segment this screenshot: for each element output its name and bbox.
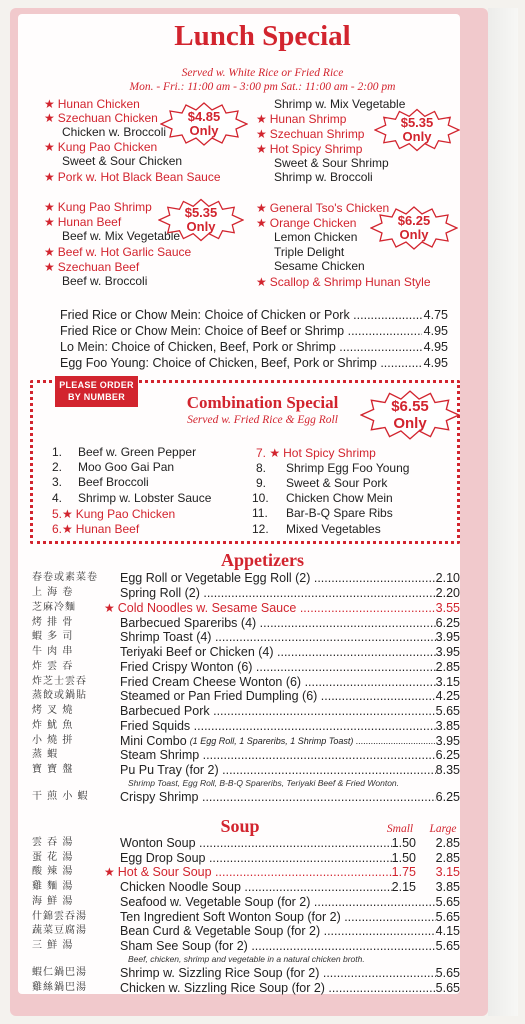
appetizer-row: Barbecued Pork ..... 5.65	[120, 704, 460, 718]
lunch-item: Shrimp w. Broccoli	[274, 170, 373, 184]
lunch-item: Chicken w. Broccoli	[62, 125, 167, 139]
order-by-number-badge: PLEASE ORDER BY NUMBER	[55, 376, 138, 407]
star-icon: ★	[256, 216, 267, 230]
chinese-name: 干 煎 小 蝦	[32, 791, 89, 802]
star-icon: ★	[44, 245, 55, 259]
appetizer-row: Fried Cream Cheese Wonton (6) ..... 3.15	[120, 675, 460, 689]
page-title: Lunch Special	[174, 20, 351, 52]
soup-row: Chicken w. Sizzling Rice Soup (for 2) ..... 5.65	[120, 981, 460, 995]
price-burst	[374, 108, 460, 152]
appetizer-row: Teriyaki Beef or Chicken (4) ..... 3.95	[120, 645, 460, 659]
lunch-item: Shrimp w. Mix Vegetable	[274, 97, 406, 111]
lunch-item: ★ Hunan Chicken	[44, 97, 140, 111]
lunch-item: Lemon Chicken	[274, 230, 358, 244]
combination-title: Combination Special	[186, 393, 339, 412]
star-icon: ★	[266, 446, 281, 460]
soup-row: Ten Ingredient Soft Wonton Soup (for 2) ..... 5.65	[120, 910, 460, 924]
chinese-name: 蛋 花 湯	[32, 852, 74, 863]
page-shadow	[488, 8, 518, 1016]
star-icon: ★	[44, 140, 55, 154]
soup-row: Egg Drop Soup ..... 1.50 2.85	[120, 851, 460, 865]
price-label: $6.55	[391, 398, 429, 415]
only-label: Only	[186, 219, 216, 234]
appetizer-row: Mini Combo (1 Egg Roll, 1 Spareribs, 1 Shrimp Toast) ..... 3.95	[120, 734, 460, 748]
sham-see-note: Beef, chicken, shrimp and vegetable in a natural chicken broth.	[128, 954, 365, 964]
star-icon: ★	[256, 201, 267, 215]
appetizer-row: Steamed or Pan Fried Dumpling (6) ..... 4.25	[120, 689, 460, 703]
combo-item: 3. Beef Broccoli	[52, 475, 149, 489]
soup-row: Wonton Soup ..... 1.50 2.85	[120, 836, 460, 850]
appetizer-row: Pu Pu Tray (for 2) ..... 8.35	[120, 763, 460, 777]
combo-item: 7. ★ Hot Spicy Shrimp	[256, 446, 376, 460]
price-burst	[360, 390, 460, 440]
chinese-name: 烤 排 骨	[32, 617, 74, 628]
lunch-item: Beef w. Broccoli	[62, 274, 148, 288]
appetizer-row: Fried Squids ..... 3.85	[120, 719, 460, 733]
appetizer-row: Spring Roll (2) ..... 2.20	[120, 586, 460, 600]
chinese-name: 酸 辣 湯	[32, 866, 74, 877]
combo-item: 10. Chicken Chow Mein	[252, 491, 393, 505]
chinese-name: 牛 肉 串	[32, 646, 74, 657]
lunch-item: ★ Beef w. Hot Garlic Sauce	[44, 245, 192, 259]
star-icon: ★	[104, 601, 115, 615]
lunch-item: ★ Orange Chicken	[256, 216, 357, 230]
lunch-item: Beef w. Mix Vegetable	[62, 229, 181, 243]
star-icon: ★	[44, 170, 55, 184]
lunch-item: Sweet & Sour Chicken	[62, 154, 183, 168]
lunch-item: ★ Scallop & Shrimp Hunan Style	[256, 275, 431, 289]
appetizer-row: Crispy Shrimp ..... 6.25	[120, 790, 460, 804]
lunch-item: ★ Hunan Shrimp	[256, 112, 347, 126]
only-label: Only	[189, 123, 219, 138]
soup-row: Shrimp w. Sizzling Rice Soup (for 2) ..... 5.65	[120, 966, 460, 980]
chinese-name: 芝麻冷麵	[32, 602, 76, 613]
chinese-name: 雞絲鍋巴湯	[32, 982, 87, 993]
combo-item: 9. Sweet & Sour Pork	[256, 476, 388, 490]
appetizer-row: Steam Shrimp ..... 6.25	[120, 748, 460, 762]
price-burst	[370, 205, 458, 251]
combo-item: 5.★ Kung Pao Chicken	[52, 507, 176, 521]
extra-row: Egg Foo Young: Choice of Chicken, Beef, Pork or Shrimp ..... 4.95	[60, 356, 448, 371]
soup-row: Chicken Noodle Soup ..... 2.15 3.85	[120, 880, 460, 894]
only-label: Only	[393, 415, 427, 432]
combination-served-note: Served w. Fried Rice & Egg Roll	[187, 414, 338, 426]
mini-combo-note: (1 Egg Roll, 1 Spareribs, 1 Shrimp Toast) .....	[187, 734, 436, 748]
lunch-item: ★ General Tso's Chicken	[256, 201, 390, 215]
soup-row: ★ Hot & Sour Soup ..... 1.75 3.15	[104, 865, 460, 879]
chinese-name: 上 海 卷	[32, 587, 74, 598]
extra-row: Fried Rice or Chow Mein: Choice of Beef or Shrimp ..... 4.95	[60, 324, 448, 339]
lunch-item: Sesame Chicken	[274, 259, 365, 273]
small-label: Small	[386, 823, 414, 835]
combo-item: 6.★ Hunan Beef	[52, 522, 140, 536]
combo-item: 4. Shrimp w. Lobster Sauce	[52, 491, 212, 505]
extra-row: Fried Rice or Chow Mein: Choice of Chicken or Pork ..... 4.75	[60, 308, 448, 323]
lunch-item: ★ Szechuan Beef	[44, 260, 140, 274]
extra-row: Lo Mein: Choice of Chicken, Beef, Pork or Shrimp ..... 4.95	[60, 340, 448, 355]
star-icon: ★	[44, 215, 55, 229]
star-icon: ★	[104, 865, 115, 879]
lunch-item: ★ Hunan Beef	[44, 215, 122, 229]
chinese-name: 寶 寶 盤	[32, 764, 74, 775]
lunch-item: ★ Hot Spicy Shrimp	[256, 142, 363, 156]
chinese-name: 三 鮮 湯	[32, 940, 74, 951]
only-label: Only	[399, 227, 429, 242]
combo-item: 11. Bar-B-Q Spare Ribs	[252, 506, 393, 520]
chinese-name: 蒸 蝦	[32, 749, 59, 760]
lunch-item: ★ Kung Pao Shrimp	[44, 200, 152, 214]
star-icon: ★	[44, 260, 55, 274]
chinese-name: 什錦雲吞湯	[32, 911, 87, 922]
chinese-name: 蒸餃或鍋貼	[32, 690, 87, 701]
appetizers-title: Appetizers	[221, 550, 304, 570]
pupu-note: Shrimp Toast, Egg Roll, B-B-Q Spareribs, Teriyaki Beef & Fried Wonton.	[128, 778, 400, 788]
soup-title: Soup	[220, 816, 260, 836]
only-label: Only	[402, 129, 432, 144]
appetizer-row: Fried Crispy Wonton (6) ..... 2.85	[120, 660, 460, 674]
combo-item: 1. Beef w. Green Pepper	[52, 445, 197, 459]
appetizer-row: Shrimp Toast (4) ..... 3.95	[120, 630, 460, 644]
price-label: $4.85	[187, 109, 221, 124]
combo-item: 8. Shrimp Egg Foo Young	[256, 461, 410, 475]
large-label: Large	[429, 823, 457, 835]
lunch-item: Sweet & Sour Shrimp	[274, 156, 389, 170]
lunch-item: ★ Szechuan Chicken	[44, 111, 158, 125]
appetizer-row: ★ Cold Noodles w. Sesame Sauce ..... 3.55	[104, 601, 460, 615]
chinese-name: 海 鮮 湯	[32, 896, 74, 907]
star-icon: ★	[44, 200, 55, 214]
appetizer-row: Egg Roll or Vegetable Egg Roll (2) ..... 2.10	[120, 571, 460, 585]
lunch-item: ★ Pork w. Hot Black Bean Sauce	[44, 170, 221, 184]
chinese-name: 蝦仁鍋巴湯	[32, 967, 87, 978]
chinese-name: 蔬菜豆腐湯	[32, 925, 87, 936]
chinese-name: 炸 雲 吞	[32, 661, 74, 672]
combo-item: 12. Mixed Vegetables	[252, 522, 381, 536]
star-icon: ★	[44, 97, 55, 111]
star-icon: ★	[256, 112, 267, 126]
lunch-item: ★ Szechuan Shrimp	[256, 127, 365, 141]
chinese-name: 小 燒 拼	[32, 735, 74, 746]
chinese-name: 春卷或素菜卷	[32, 572, 98, 583]
lunch-hours: Mon. - Fri.: 11:00 am - 3:00 pm Sat.: 11:00 am - 2:00 pm	[129, 81, 396, 93]
soup-row: Sham See Soup (for 2) ..... 5.65	[120, 939, 460, 953]
combo-item: 2. Moo Goo Gai Pan	[52, 460, 175, 474]
chinese-name: 雲 吞 湯	[32, 837, 74, 848]
soup-row: Bean Curd & Vegetable Soup (for 2) ..... 4.15	[120, 924, 460, 938]
price-label: $5.35	[400, 115, 434, 130]
price-label: $6.25	[397, 213, 431, 228]
soup-row: Seafood w. Vegetable Soup (for 2) ..... 5.65	[120, 895, 460, 909]
appetizer-row: Barbecued Spareribs (4) ..... 6.25	[120, 616, 460, 630]
star-icon: ★	[256, 275, 267, 289]
chinese-name: 雞 麵 湯	[32, 881, 74, 892]
price-burst	[160, 102, 248, 146]
chinese-name: 炸芝士雲吞	[32, 676, 87, 687]
lunch-item: ★ Kung Pao Chicken	[44, 140, 158, 154]
lunch-item: Triple Delight	[274, 245, 345, 259]
chinese-name: 蝦 多 司	[32, 631, 74, 642]
star-icon: ★	[256, 142, 267, 156]
star-icon: ★	[256, 127, 267, 141]
chinese-name: 炸 魷 魚	[32, 720, 74, 731]
price-burst	[158, 198, 244, 242]
star-icon: ★	[62, 507, 73, 521]
star-icon: ★	[44, 111, 55, 125]
chinese-name: 烤 叉 燒	[32, 705, 74, 716]
price-label: $5.35	[184, 205, 218, 220]
lunch-served-note: Served w. White Rice or Fried Rice	[181, 67, 344, 79]
star-icon: ★	[62, 522, 73, 536]
